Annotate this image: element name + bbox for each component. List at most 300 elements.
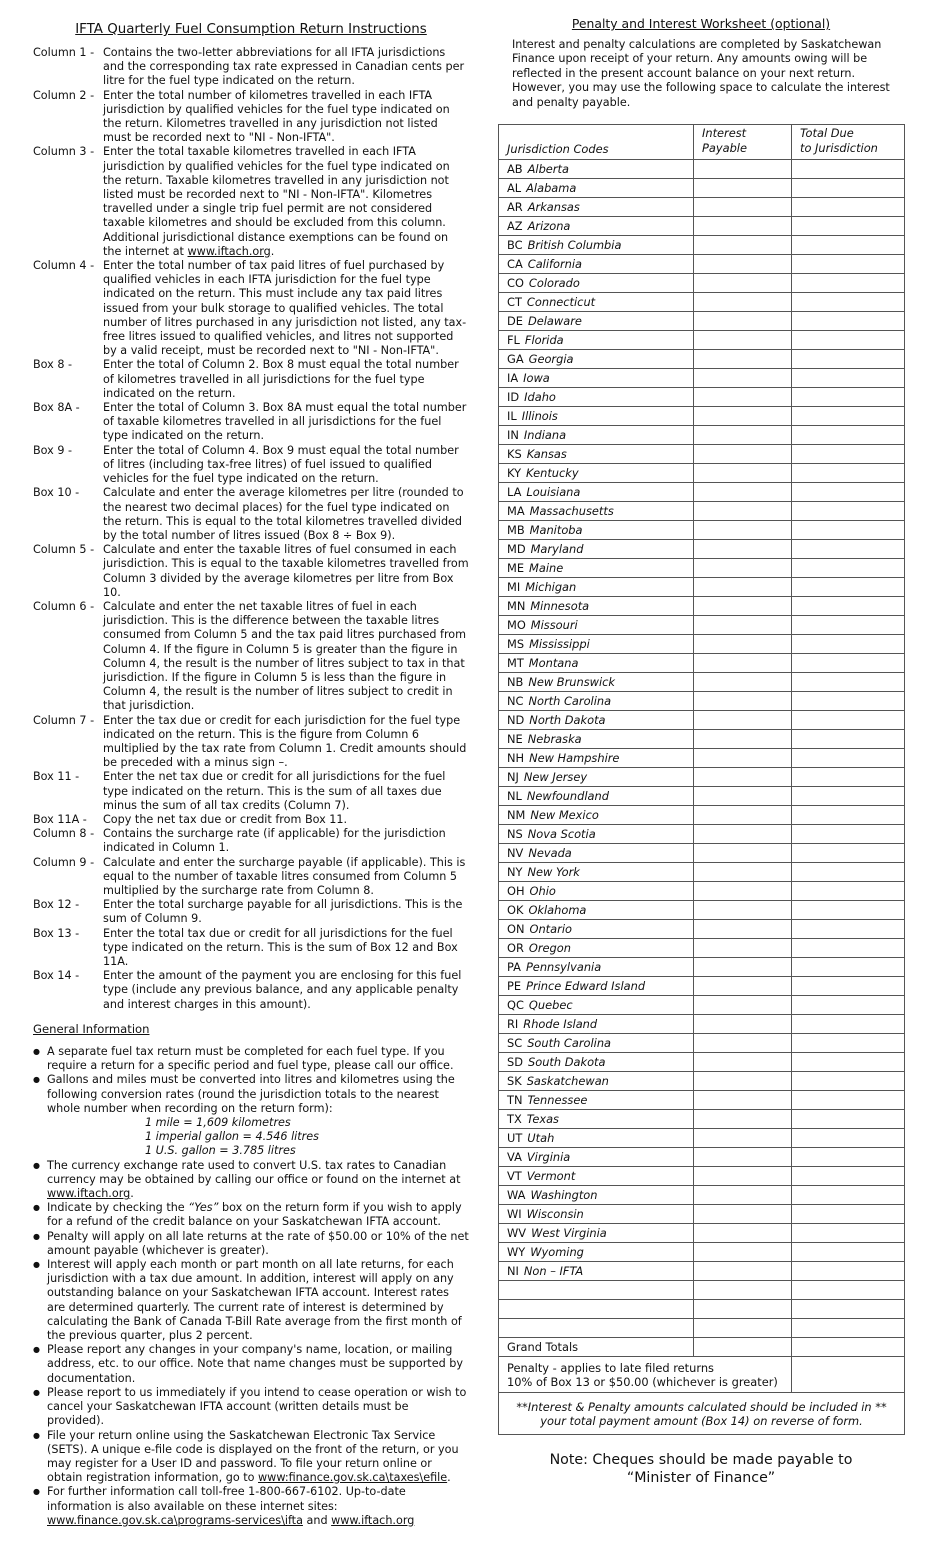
instruction-text: Enter the total number of kilometres travelled in each IFTA jurisdiction by qualified vehicles for the fuel type indicated on the return. Kilometres travelled in any jurisdiction not listed must be recorded next to "NI - Non-IFTA".: [103, 88, 450, 145]
jurisdiction-code: ON: [507, 921, 525, 936]
interest-payable-cell[interactable]: [694, 711, 792, 730]
interest-payable-cell[interactable]: [694, 920, 792, 939]
interest-payable-cell[interactable]: [694, 160, 792, 179]
total-due-cell[interactable]: [792, 787, 905, 806]
interest-payable-cell[interactable]: [694, 1072, 792, 1091]
interest-payable-cell[interactable]: [694, 977, 792, 996]
jurisdiction-code: SK: [507, 1073, 522, 1088]
total-due-cell[interactable]: [792, 1243, 905, 1262]
jurisdiction-code: SD: [507, 1054, 524, 1069]
interest-payable-cell[interactable]: [694, 616, 792, 635]
instruction-label: Column 3 -: [33, 145, 95, 159]
jurisdiction-row: [499, 407, 905, 426]
interest-payable-cell[interactable]: [694, 331, 792, 350]
worksheet-title: Penalty and Interest Worksheet (optional): [571, 16, 831, 31]
jurisdiction-code: ID: [507, 389, 520, 404]
instruction-label: Box 11A -: [33, 812, 87, 826]
interest-payable-cell[interactable]: [694, 407, 792, 426]
jurisdiction-code: RI: [507, 1016, 519, 1031]
total-due-cell[interactable]: [792, 920, 905, 939]
general-info-item: ● Please report any changes in your company's name, location, or mailing address, etc. to our office. Note that name changes must be supported by documentation.: [33, 1343, 469, 1386]
total-due-cell[interactable]: [792, 1015, 905, 1034]
jurisdiction-name: Texas: [526, 1111, 559, 1126]
interest-payable-cell[interactable]: [694, 958, 792, 977]
jurisdiction-cell: [499, 1129, 694, 1148]
total-due-cell[interactable]: [792, 806, 905, 825]
jurisdiction-name: New Jersey: [523, 769, 588, 784]
jurisdiction-row: [499, 1053, 905, 1072]
total-due-cell[interactable]: [792, 293, 905, 312]
blank-jurisdiction-cell[interactable]: [499, 1281, 694, 1300]
interest-payable-cell[interactable]: [694, 502, 792, 521]
total-due-cell[interactable]: [792, 407, 905, 426]
total-due-cell[interactable]: [792, 350, 905, 369]
jurisdiction-code: CO: [507, 275, 524, 290]
jurisdiction-cell: [499, 1091, 694, 1110]
interest-payable-cell[interactable]: [694, 1129, 792, 1148]
total-due-cell[interactable]: [792, 1129, 905, 1148]
jurisdiction-cell: [499, 825, 694, 844]
total-due-cell[interactable]: [792, 939, 905, 958]
jurisdiction-cell: [499, 1148, 694, 1167]
instruction-item: [33, 600, 469, 714]
jurisdiction-row: [499, 1148, 905, 1167]
total-due-cell[interactable]: [792, 540, 905, 559]
interest-payable-cell[interactable]: [694, 255, 792, 274]
jurisdiction-name: New York: [527, 864, 580, 879]
interest-payable-cell[interactable]: [694, 1034, 792, 1053]
interest-payable-cell[interactable]: [694, 369, 792, 388]
jurisdiction-name: Quebec: [528, 997, 573, 1012]
jurisdiction-cell: [499, 1110, 694, 1129]
jurisdiction-name: Illinois: [521, 408, 558, 423]
instruction-text: Copy the net tax due or credit from Box 11.: [103, 812, 348, 826]
jurisdiction-code: NH: [507, 750, 525, 765]
jurisdiction-cell: [499, 388, 694, 407]
interest-payable-cell[interactable]: [694, 1319, 792, 1338]
jurisdiction-code: MA: [507, 503, 525, 518]
jurisdiction-row: [499, 179, 905, 198]
total-due-cell[interactable]: [792, 445, 905, 464]
jurisdiction-row: [499, 426, 905, 445]
jurisdiction-cell: [499, 1167, 694, 1186]
interest-payable-cell[interactable]: [694, 692, 792, 711]
jurisdiction-name: Montana: [528, 655, 579, 670]
jurisdiction-code: MB: [507, 522, 525, 537]
instruction-item: [33, 401, 469, 444]
total-due-cell[interactable]: [792, 1091, 905, 1110]
interest-payable-cell[interactable]: [694, 939, 792, 958]
grand-total-due-cell[interactable]: [792, 1338, 905, 1357]
blank-row: [499, 1319, 905, 1338]
jurisdiction-cell: [499, 1262, 694, 1281]
interest-payable-cell[interactable]: [694, 1186, 792, 1205]
jurisdiction-code: TX: [507, 1111, 522, 1126]
conversion-rate: 1 imperial gallon = 4.546 litres: [145, 1130, 319, 1144]
jurisdiction-cell: [499, 1243, 694, 1262]
total-due-cell[interactable]: [792, 331, 905, 350]
total-due-cell[interactable]: [792, 768, 905, 787]
interest-payable-cell[interactable]: [694, 1015, 792, 1034]
blank-row: [499, 1300, 905, 1319]
jurisdiction-cell: [499, 958, 694, 977]
instruction-label: Column 8 -: [33, 827, 95, 841]
jurisdiction-name: Louisiana: [526, 484, 581, 499]
penalty-label: Penalty - applies to late filed returns 10% of Box 13 or $50.00 (whichever is greater): [499, 1357, 792, 1393]
jurisdiction-cell: [499, 1224, 694, 1243]
total-due-cell[interactable]: [792, 179, 905, 198]
jurisdiction-row: [499, 844, 905, 863]
jurisdiction-code: BC: [507, 237, 523, 252]
jurisdiction-row: [499, 559, 905, 578]
total-due-cell[interactable]: [792, 825, 905, 844]
interest-payable-cell[interactable]: [694, 559, 792, 578]
jurisdiction-cell: [499, 844, 694, 863]
jurisdiction-cell: [499, 673, 694, 692]
interest-payable-cell[interactable]: [694, 483, 792, 502]
interest-payable-cell[interactable]: [694, 1091, 792, 1110]
jurisdiction-code: CA: [507, 256, 523, 271]
total-due-cell[interactable]: [792, 483, 905, 502]
jurisdiction-code: PA: [507, 959, 521, 974]
interest-payable-cell[interactable]: [694, 540, 792, 559]
instructions-title: IFTA Quarterly Fuel Consumption Return Instructions: [75, 22, 427, 37]
jurisdiction-row: [499, 1129, 905, 1148]
jurisdiction-name: Arkansas: [527, 199, 580, 214]
worksheet-intro: Interest and penalty calculations are completed by Saskatchewan Finance upon receipt of your return. Any amounts owing will be reflected in the present account balance on your next return. However, you may use the following space to calculate the interest and penalty payable.: [512, 38, 890, 109]
jurisdiction-name: Kentucky: [526, 465, 579, 480]
penalty-amount-cell[interactable]: [792, 1357, 905, 1393]
jurisdiction-name: Kansas: [526, 446, 567, 461]
interest-payable-cell[interactable]: [694, 825, 792, 844]
jurisdiction-code: OH: [507, 883, 525, 898]
total-due-cell[interactable]: [792, 749, 905, 768]
interest-payable-cell[interactable]: [694, 844, 792, 863]
total-due-cell[interactable]: [792, 1072, 905, 1091]
jurisdiction-row: [499, 692, 905, 711]
jurisdiction-row: [499, 331, 905, 350]
instruction-item: [33, 46, 469, 89]
jurisdiction-name: Michigan: [525, 579, 577, 594]
total-due-cell[interactable]: [792, 1186, 905, 1205]
total-due-cell[interactable]: [792, 673, 905, 692]
total-due-cell[interactable]: [792, 502, 905, 521]
total-due-cell[interactable]: [792, 578, 905, 597]
jurisdiction-row: [499, 274, 905, 293]
total-due-cell[interactable]: [792, 597, 905, 616]
jurisdiction-code: KS: [507, 446, 522, 461]
jurisdiction-row: [499, 1015, 905, 1034]
efile-link[interactable]: www:finance.gov.sk.ca\taxes\efile: [258, 1471, 448, 1485]
jurisdiction-row: [499, 578, 905, 597]
total-due-cell[interactable]: [792, 863, 905, 882]
total-due-cell[interactable]: [792, 1053, 905, 1072]
jurisdiction-name: Maryland: [530, 541, 584, 556]
interest-payable-cell[interactable]: [694, 236, 792, 255]
interest-payable-cell[interactable]: [694, 445, 792, 464]
interest-payable-cell[interactable]: [694, 1053, 792, 1072]
jurisdiction-cell: [499, 540, 694, 559]
total-due-cell[interactable]: [792, 692, 905, 711]
iftach-link[interactable]: www.iftach.org: [187, 244, 271, 258]
jurisdiction-row: [499, 483, 905, 502]
jurisdiction-name: Florida: [524, 332, 564, 347]
cheque-note: Note: Cheques should be made payable to “Minister of Finance”: [549, 1452, 853, 1487]
grand-totals-label: Grand Totals: [499, 1338, 694, 1357]
jurisdiction-cell: [499, 882, 694, 901]
instruction-item: [33, 969, 469, 1012]
jurisdiction-cell: [499, 730, 694, 749]
jurisdiction-row: [499, 464, 905, 483]
total-due-cell[interactable]: [792, 1262, 905, 1281]
jurisdiction-name: Missouri: [530, 617, 578, 632]
jurisdiction-row: [499, 1091, 905, 1110]
interest-payable-cell[interactable]: [694, 1243, 792, 1262]
interest-payable-cell[interactable]: [694, 768, 792, 787]
instruction-text: Calculate and enter the net taxable litres of fuel in each jurisdiction. This is the difference between the taxable litres consumed from Column 5 and the tax paid litres purchased from Column 4. If the figure in Column 5 is greater than the figure in Column 4, the result is the number of litres subject to tax in that jurisdiction. If the figure in Column 5 is less than the figure in Column 4, the result is the number of litres subject to credit in that jurisdiction.: [103, 599, 467, 713]
jurisdiction-name: Nebraska: [527, 731, 582, 746]
interest-payable-cell[interactable]: [694, 1167, 792, 1186]
interest-payable-cell[interactable]: [694, 521, 792, 540]
finance-ifta-link[interactable]: www.finance.gov.sk.ca\programs-services\ifta: [47, 1513, 303, 1527]
interest-payable-cell[interactable]: [694, 578, 792, 597]
total-due-cell[interactable]: [792, 616, 905, 635]
interest-payable-cell[interactable]: [694, 464, 792, 483]
jurisdiction-name: Iowa: [523, 370, 550, 385]
jurisdiction-code: MN: [507, 598, 526, 613]
total-due-cell[interactable]: [792, 521, 905, 540]
jurisdiction-row: [499, 369, 905, 388]
total-due-cell[interactable]: [792, 236, 905, 255]
header-jurisdiction-codes: Jurisdiction Codes: [499, 125, 694, 160]
jurisdiction-name: Newfoundland: [526, 788, 609, 803]
instruction-text: Enter the amount of the payment you are enclosing for this fuel type (include any previous balance, and any applicable penalty and interest charges in this amount).: [103, 969, 462, 1011]
jurisdiction-row: [499, 1205, 905, 1224]
instruction-label: Box 8A -: [33, 401, 80, 415]
interest-payable-cell[interactable]: [694, 1110, 792, 1129]
interest-payable-cell[interactable]: [694, 217, 792, 236]
interest-payable-cell[interactable]: [694, 635, 792, 654]
total-due-cell[interactable]: [792, 977, 905, 996]
jurisdiction-code: LA: [507, 484, 522, 499]
jurisdiction-name: Delaware: [527, 313, 582, 328]
jurisdiction-code: NJ: [507, 769, 519, 784]
jurisdiction-name: South Carolina: [527, 1035, 612, 1050]
jurisdiction-cell: [499, 426, 694, 445]
jurisdiction-cell: [499, 768, 694, 787]
jurisdiction-cell: [499, 616, 694, 635]
jurisdiction-name: Nevada: [528, 845, 572, 860]
total-due-cell[interactable]: [792, 1300, 905, 1319]
interest-payable-cell[interactable]: [694, 1262, 792, 1281]
interest-payable-cell[interactable]: [694, 1224, 792, 1243]
jurisdiction-code: WV: [507, 1225, 527, 1240]
jurisdiction-name: Rhode Island: [523, 1016, 598, 1031]
interest-payable-cell[interactable]: [694, 673, 792, 692]
jurisdiction-cell: [499, 350, 694, 369]
interest-payable-cell[interactable]: [694, 179, 792, 198]
total-due-cell[interactable]: [792, 996, 905, 1015]
jurisdiction-row: [499, 901, 905, 920]
jurisdiction-row: [499, 312, 905, 331]
iftach-link[interactable]: www.iftach.org: [47, 1187, 131, 1201]
jurisdiction-code: NB: [507, 674, 524, 689]
total-due-cell[interactable]: [792, 730, 905, 749]
instruction-item: [33, 259, 469, 358]
interest-payable-cell[interactable]: [694, 597, 792, 616]
total-due-cell[interactable]: [792, 1110, 905, 1129]
jurisdiction-row: [499, 730, 905, 749]
jurisdiction-code: AR: [507, 199, 523, 214]
total-due-cell[interactable]: [792, 1281, 905, 1300]
instruction-item: [33, 927, 469, 970]
jurisdiction-row: [499, 521, 905, 540]
total-due-cell[interactable]: [792, 255, 905, 274]
blank-jurisdiction-cell[interactable]: [499, 1300, 694, 1319]
instruction-text: Enter the tax due or credit for each jurisdiction for the fuel type indicated on the return. This is the figure from Column 6 multiplied by the tax rate from Column 1. Credit amounts should be preceded with a minus sign –.: [103, 713, 467, 770]
interest-payable-cell[interactable]: [694, 350, 792, 369]
instruction-text: Calculate and enter the taxable litres of fuel consumed in each jurisdiction. This is equal to the taxable kilometres travelled from Column 3 divided by the average kilometres per litre from Box 10.: [103, 543, 469, 599]
interest-payable-cell[interactable]: [694, 806, 792, 825]
total-due-cell[interactable]: [792, 559, 905, 578]
jurisdiction-name: Massachusetts: [529, 503, 614, 518]
jurisdiction-row: [499, 768, 905, 787]
jurisdiction-name: New Hampshire: [529, 750, 620, 765]
instruction-label: Box 13 -: [33, 926, 80, 940]
instruction-text: Enter the total tax due or credit for all jurisdictions for the fuel type indicated on the return. This is the sum of Box 12 and Box 11A.: [103, 926, 458, 968]
instruction-item: [33, 89, 469, 146]
jurisdiction-cell: [499, 179, 694, 198]
interest-payable-cell[interactable]: [694, 901, 792, 920]
total-due-cell[interactable]: [792, 1167, 905, 1186]
jurisdiction-name: Colorado: [528, 275, 580, 290]
jurisdiction-row: [499, 958, 905, 977]
interest-payable-cell[interactable]: [694, 388, 792, 407]
instruction-label: Column 4 -: [33, 259, 95, 273]
total-due-cell[interactable]: [792, 844, 905, 863]
total-due-cell[interactable]: [792, 1034, 905, 1053]
interest-payable-cell[interactable]: [694, 749, 792, 768]
total-due-cell[interactable]: [792, 217, 905, 236]
total-due-cell[interactable]: [792, 635, 905, 654]
total-due-cell[interactable]: [792, 654, 905, 673]
jurisdiction-row: [499, 825, 905, 844]
total-due-cell[interactable]: [792, 426, 905, 445]
total-due-cell[interactable]: [792, 882, 905, 901]
interest-payable-cell[interactable]: [694, 1205, 792, 1224]
conversion-rate: 1 mile = 1,609 kilometres: [145, 1116, 291, 1130]
instruction-label: Column 6 -: [33, 599, 95, 613]
interest-payable-cell[interactable]: [694, 426, 792, 445]
jurisdiction-row: [499, 293, 905, 312]
iftach-link[interactable]: www.iftach.org: [331, 1513, 415, 1527]
general-info-item: ● A separate fuel tax return must be completed for each fuel type. If you require a return for a specific period and fuel type, please call our office.: [33, 1045, 469, 1073]
jurisdiction-code: KY: [507, 465, 522, 480]
instruction-text: Contains the surcharge rate (if applicable) for the jurisdiction indicated in Column 1.: [103, 827, 446, 855]
jurisdiction-code: NM: [507, 807, 526, 822]
interest-payable-cell[interactable]: [694, 787, 792, 806]
blank-jurisdiction-cell[interactable]: [499, 1319, 694, 1338]
interest-payable-cell[interactable]: [694, 730, 792, 749]
general-info-item: ● File your return online using the Saskatchewan Electronic Tax Service (SETS). A unique e-file code is displayed on the front of the return, or you may register for a User ID and password. To file your return online or obtain registration information, go to www:finance.gov.sk.ca\taxes\efile.: [33, 1429, 469, 1486]
jurisdiction-code: AZ: [507, 218, 523, 233]
instruction-label: Column 7 -: [33, 713, 95, 727]
interest-payable-cell[interactable]: [694, 312, 792, 331]
jurisdiction-name: Idaho: [524, 389, 556, 404]
jurisdiction-name: Saskatchewan: [526, 1073, 609, 1088]
jurisdiction-row: [499, 236, 905, 255]
general-info-item: ● For further information call toll-free 1-800-667-6102. Up-to-date information is also available on these internet sites: www.finance.gov.sk.ca\programs-services\ifta and www.iftach.org: [33, 1485, 469, 1528]
jurisdiction-row: [499, 502, 905, 521]
jurisdiction-row: [499, 217, 905, 236]
instruction-label: Box 9 -: [33, 443, 73, 457]
general-info-item: ● Penalty will apply on all late returns at the rate of $50.00 or 10% of the net amount payable (whichever is greater).: [33, 1230, 469, 1258]
interest-payable-cell[interactable]: [694, 654, 792, 673]
total-due-cell[interactable]: [792, 1224, 905, 1243]
total-due-cell[interactable]: [792, 1205, 905, 1224]
jurisdiction-code: SC: [507, 1035, 523, 1050]
jurisdiction-name: Prince Edward Island: [526, 978, 646, 993]
jurisdiction-cell: [499, 160, 694, 179]
total-due-cell[interactable]: [792, 464, 905, 483]
total-due-cell[interactable]: [792, 274, 905, 293]
total-due-cell[interactable]: [792, 711, 905, 730]
jurisdiction-code: QC: [507, 997, 524, 1012]
interest-payable-cell[interactable]: [694, 198, 792, 217]
total-due-cell[interactable]: [792, 958, 905, 977]
jurisdiction-cell: [499, 236, 694, 255]
grand-total-interest-cell[interactable]: [694, 1338, 792, 1357]
jurisdiction-cell: [499, 597, 694, 616]
total-due-cell[interactable]: [792, 388, 905, 407]
instruction-item: [33, 856, 469, 899]
jurisdiction-cell: [499, 654, 694, 673]
interest-payable-cell[interactable]: [694, 274, 792, 293]
total-due-cell[interactable]: [792, 312, 905, 331]
interest-payable-cell[interactable]: [694, 1300, 792, 1319]
jurisdiction-name: Tennessee: [527, 1092, 588, 1107]
interest-payable-cell[interactable]: [694, 1148, 792, 1167]
jurisdiction-row: [499, 635, 905, 654]
total-due-cell[interactable]: [792, 160, 905, 179]
jurisdiction-code: MT: [507, 655, 524, 670]
interest-payable-cell[interactable]: [694, 293, 792, 312]
instruction-item: [33, 714, 469, 771]
jurisdiction-code: ME: [507, 560, 525, 575]
interest-payable-cell[interactable]: [694, 996, 792, 1015]
jurisdiction-cell: [499, 787, 694, 806]
jurisdiction-code: UT: [507, 1130, 523, 1145]
jurisdiction-cell: [499, 521, 694, 540]
jurisdiction-name: South Dakota: [528, 1054, 606, 1069]
jurisdiction-cell: [499, 369, 694, 388]
total-due-cell[interactable]: [792, 369, 905, 388]
jurisdiction-row: [499, 806, 905, 825]
total-due-cell[interactable]: [792, 1148, 905, 1167]
worksheet-column: [498, 16, 904, 1487]
total-due-cell[interactable]: [792, 901, 905, 920]
total-due-cell[interactable]: [792, 198, 905, 217]
jurisdiction-code: GA: [507, 351, 524, 366]
jurisdiction-row: [499, 1186, 905, 1205]
instruction-label: Box 12 -: [33, 898, 80, 912]
interest-payable-cell[interactable]: [694, 1281, 792, 1300]
interest-payable-cell[interactable]: [694, 882, 792, 901]
total-due-cell[interactable]: [792, 1319, 905, 1338]
jurisdiction-cell: [499, 749, 694, 768]
interest-payable-cell[interactable]: [694, 863, 792, 882]
instruction-item: [33, 770, 469, 813]
